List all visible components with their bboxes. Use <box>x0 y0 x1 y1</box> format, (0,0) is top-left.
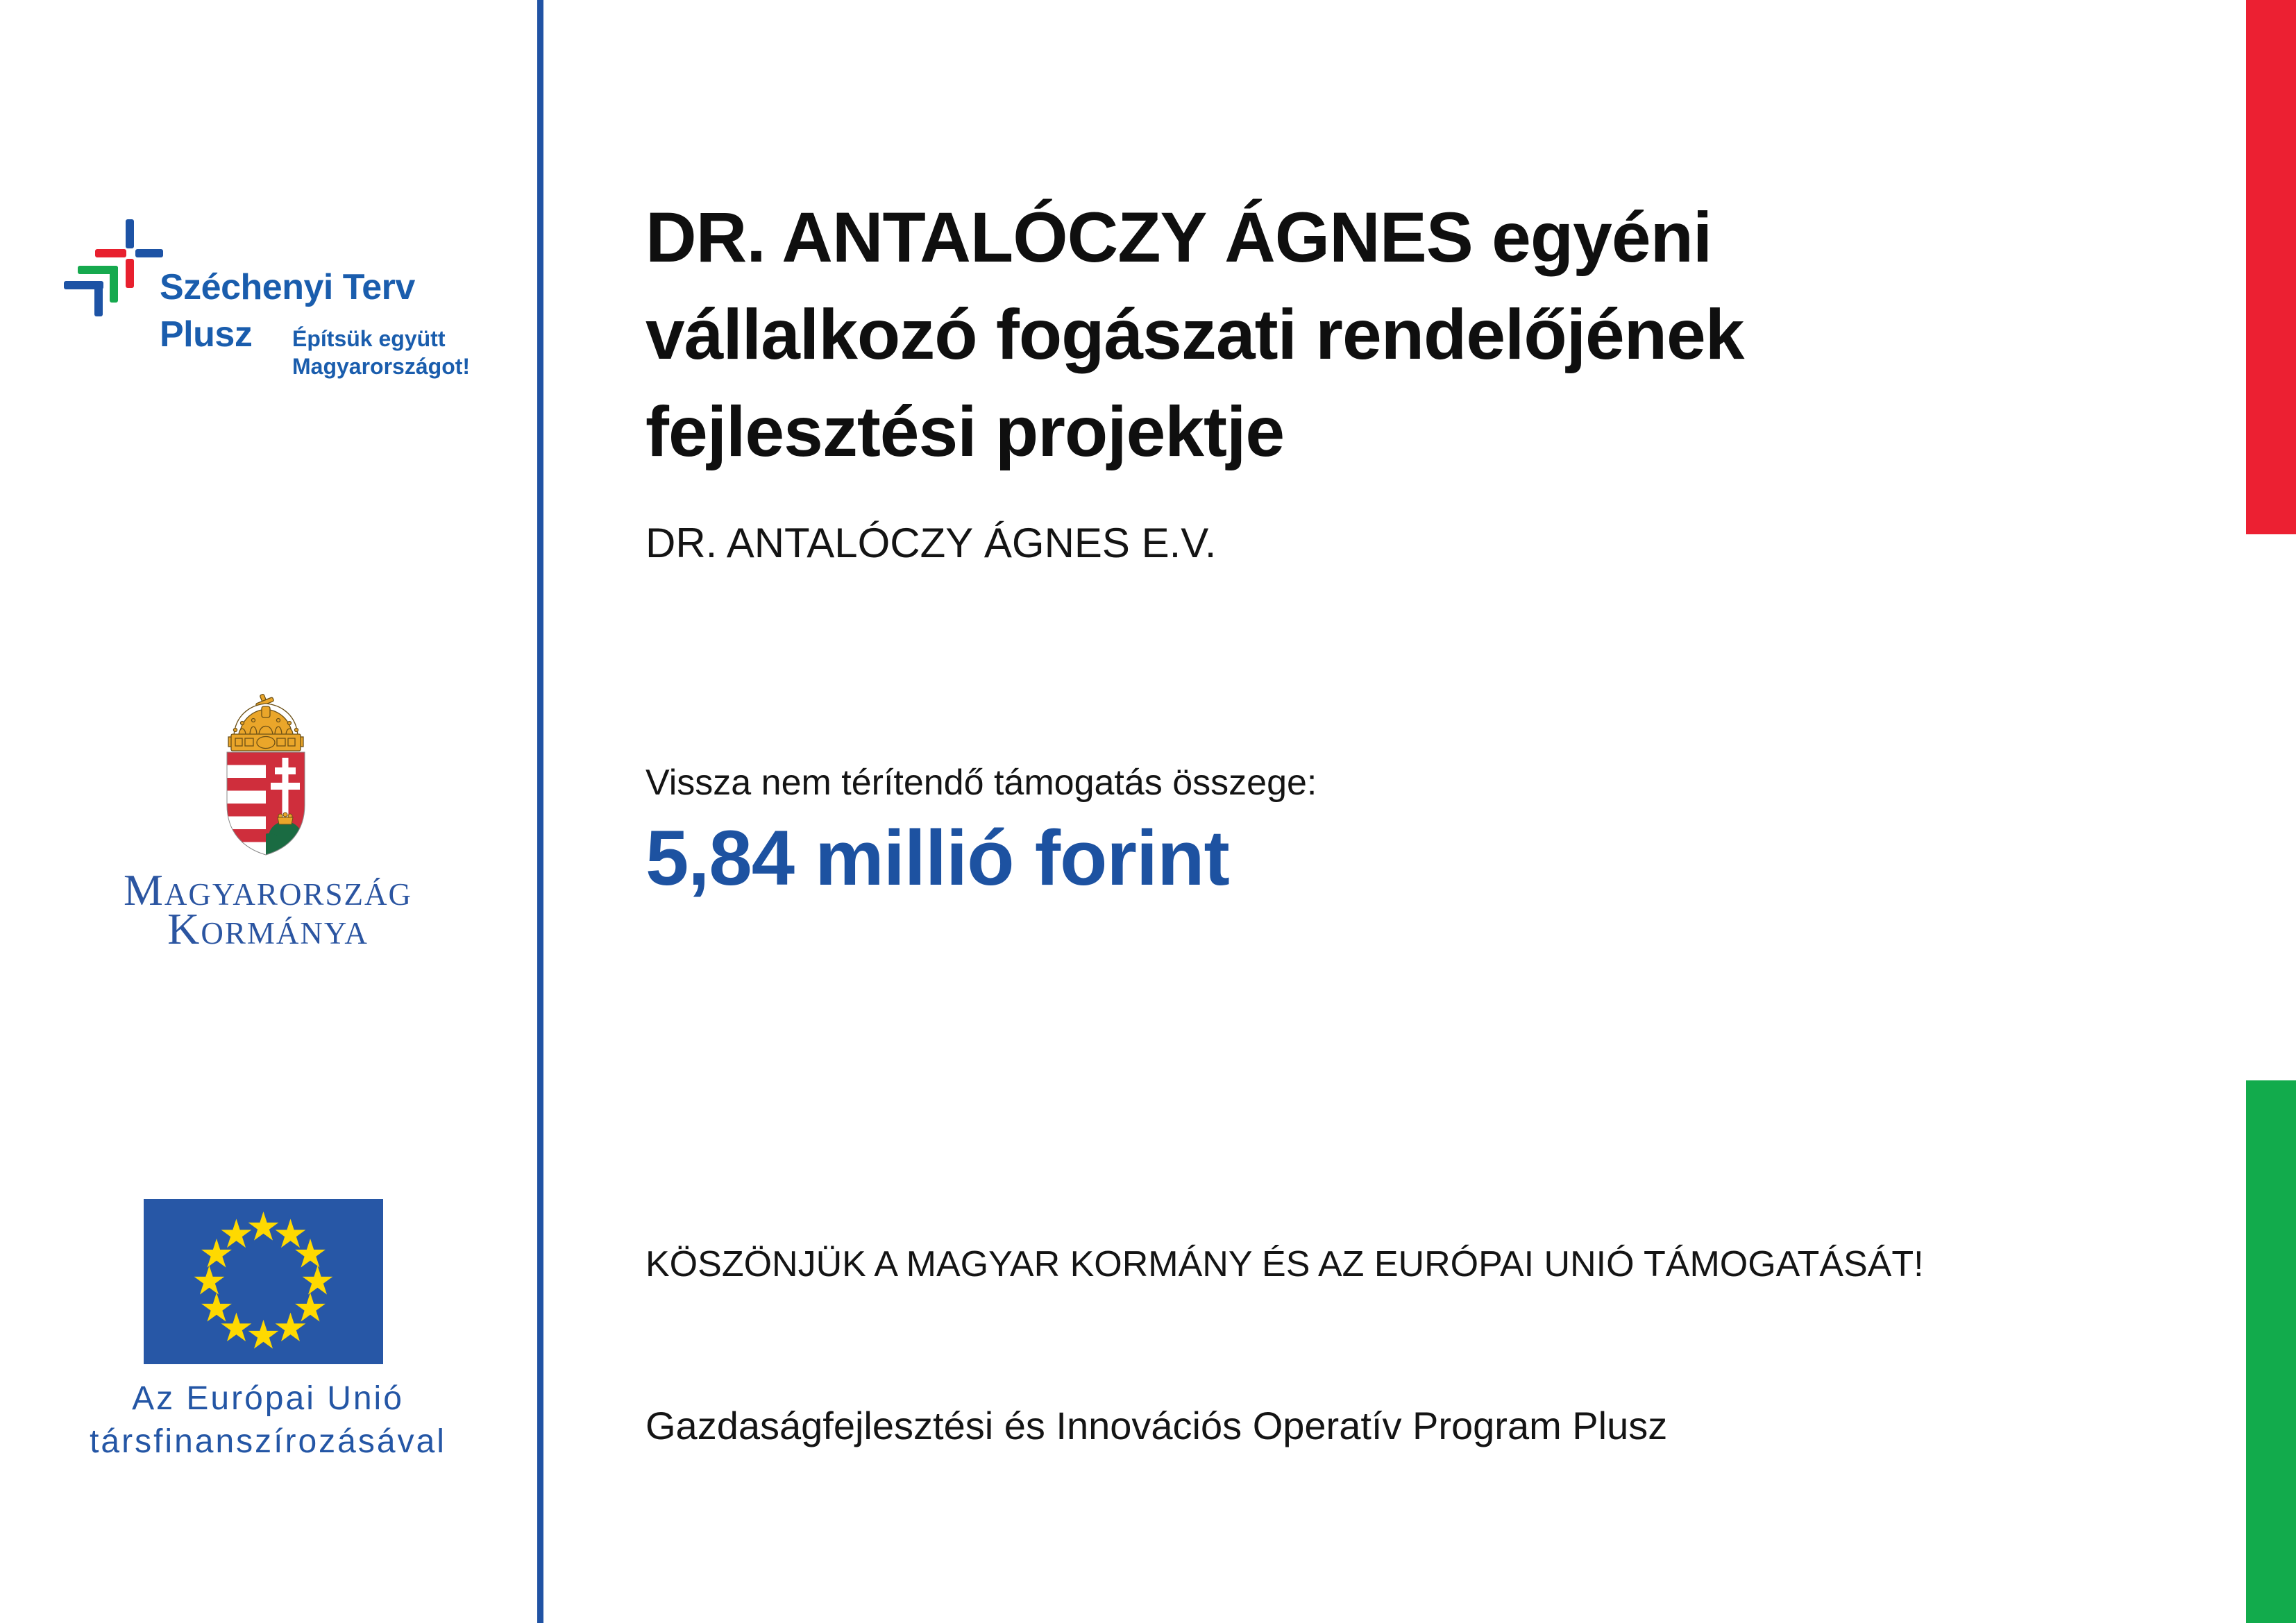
grant-amount-value: 5,84 millió forint <box>645 815 1229 901</box>
szechenyi-tagline-line1: Építsük együtt <box>292 326 446 351</box>
eu-cofinancing-line2: társfinanszírozásával <box>90 1423 446 1460</box>
vertical-divider <box>537 0 543 1623</box>
project-title-line3: fejlesztési projektje <box>645 392 1285 471</box>
government-wordmark-line2: Kormánya <box>167 904 369 953</box>
project-title-line1: DR. ANTALÓCZY ÁGNES egyéni <box>645 198 1712 277</box>
szechenyi-plus-cross-mark-icon <box>58 215 169 319</box>
project-title <box>645 189 2214 480</box>
project-title-line2: vállalkozó fogászati rendelőjének <box>645 295 1744 374</box>
szechenyi-tagline-line2: Magyarországot! <box>292 354 471 379</box>
eu-cofinancing-line1: Az Európai Unió <box>132 1380 404 1417</box>
szechenyi-logo-name-line1: Széchenyi Terv <box>160 267 415 307</box>
beneficiary-name: DR. ANTALÓCZY ÁGNES E.V. <box>645 520 1217 566</box>
szechenyi-logo-name-line2: Plusz <box>160 314 253 355</box>
eu-flag-icon <box>144 1199 383 1364</box>
red-accent-bar <box>2246 0 2296 534</box>
green-accent-bar <box>2246 1080 2296 1623</box>
thanks-statement: KÖSZÖNJÜK A MAGYAR KORMÁNY ÉS AZ EURÓPAI UNIÓ TÁMOGATÁSÁT! <box>645 1244 1924 1284</box>
grant-amount-label: Vissza nem térítendő támogatás összege: <box>645 763 1317 803</box>
hungary-coat-of-arms-icon <box>226 688 306 863</box>
operative-program-name: Gazdaságfejlesztési és Innovációs Operatív Program Plusz <box>645 1404 1668 1447</box>
government-wordmark-line1: Magyarország <box>124 865 412 915</box>
